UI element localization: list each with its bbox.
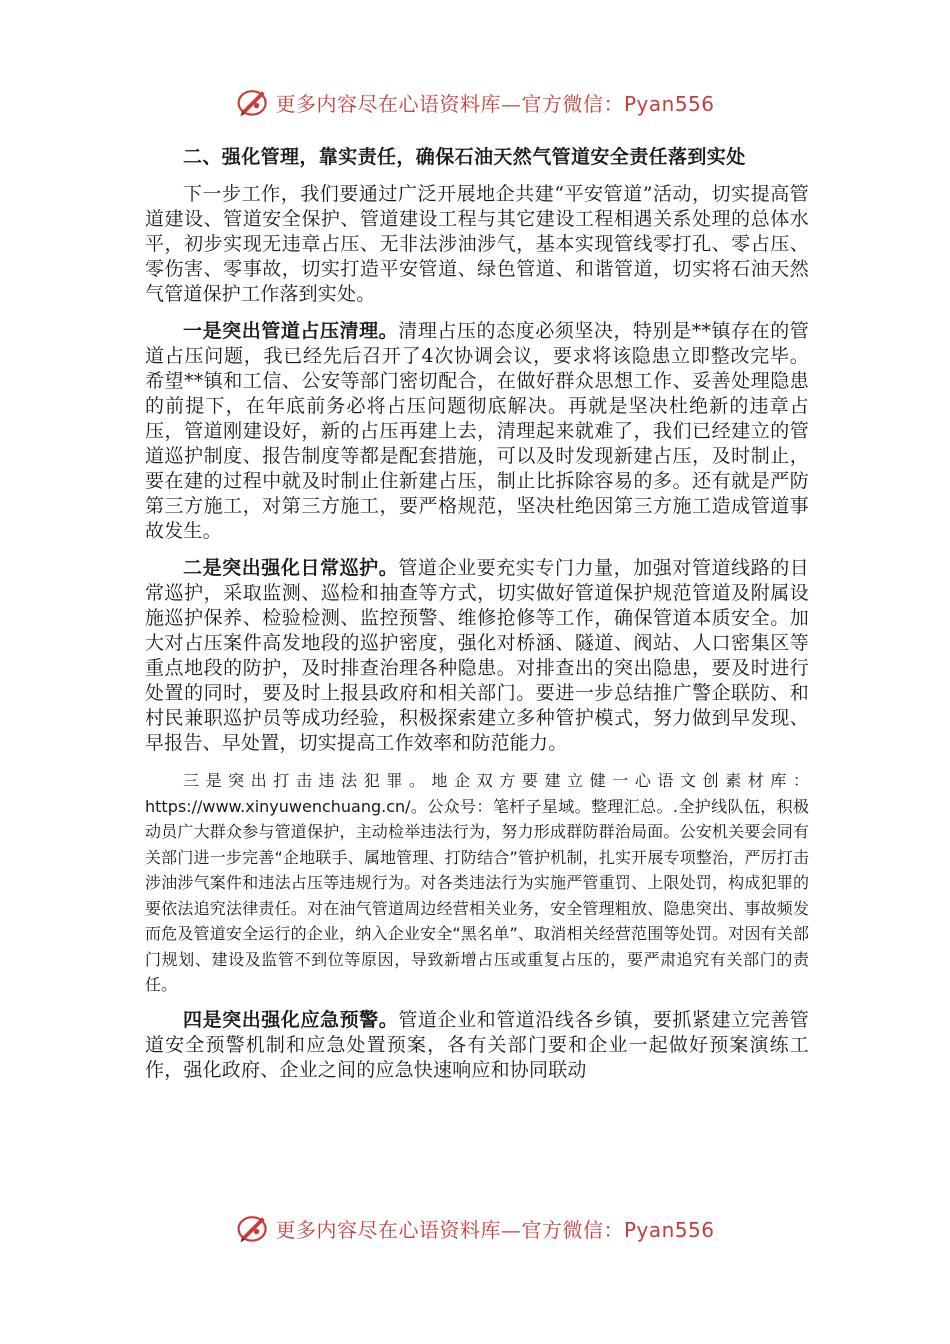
paragraph-4-lead: 四是突出强化应急预警。 [183, 1008, 399, 1031]
footer-watermark-banner [0, 1208, 950, 1248]
paragraph-4-body: 管道企业和管道沿线各乡镇，要抓紧建立完善管道安全预警机制和应急处置预案，各有关部门要和企业一起做好预案演练工作，强化政府、企业之间的应急快速响应和协同联动 [145, 1008, 810, 1081]
banner-text: 更多内容尽在心语资料库—官方微信：Pyan556 [275, 91, 715, 116]
pen-logo-icon [235, 1210, 271, 1246]
wechat-id: Pyan556 [623, 1217, 715, 1242]
wechat-id: Pyan556 [623, 91, 715, 116]
paragraph-3: 三是突出打击违法犯罪。地企双方要建立健一心语文创素材库：https://www.xinyuwenchuang.cn/。公众号：笔杆子星域。整理汇总。.全护线队伍，积极动员广大群众参与管道保护，主动检举违法行为，努力形成群防群治局面。公安机关要会同有关部门进一步完善“企地联手、属地管理、打防结合”管护机制，扎实开展专项整治，严厉打击涉油涉气案件和违法占压等违规行为。对各类违法行为实施严管重罚、上限处罚，构成犯罪的要依法追究法律责任。对在油气管道周边经营相关业务，安全管理粗放、隐患突出、事故频发而危及管道安全运行的企业，纳入企业安全“黑名单”、取消相关经营范围等处罚。对因有关部门规划、建设及监管不到位等原因，导致新增占压或重复占压的，要严肃追究有关部门的责任。 [145, 771, 809, 994]
paragraph-4 [145, 1008, 809, 1083]
pen-logo-icon [235, 84, 271, 120]
paragraph-2 [145, 556, 809, 756]
paragraph-1-body: 清理占压的态度必须坚决，特别是**镇存在的管道占压问题，我已经先后召开了4次协调会议，要求将该隐患立即整改完毕。希望**镇和工信、公安等部门密切配合，在做好群众思想工作、妥善处理隐患的前提下，在年底前务必将占压问题彻底解决。再就是坚决杜绝新的违章占压，管道刚建设好，新的占压再建上去，清理起来就难了，我们已经建立的管道巡护制度、报告制度等都是配套措施，可以及时发现新建占压，及时制止，要在建的过程中就及时制止住新建占压，制止比拆除容易的多。还有就是严防第三方施工，对第三方施工，要严格规范，坚决杜绝因第三方施工造成管道事故发生。 [145, 320, 809, 542]
section-heading: 二、强化管理，靠实责任，确保石油天然气管道安全责任落到实处 [183, 146, 746, 168]
paragraph-1 [145, 319, 809, 544]
document-body [145, 144, 809, 1095]
header-watermark-banner [0, 82, 950, 122]
paragraph-2-lead: 二是突出强化日常巡护。 [183, 557, 399, 579]
paragraph-1-lead: 一是突出管道占压清理。 [183, 320, 399, 342]
paragraph-2-body: 管道企业要充实专门力量，加强对管道线路的日常巡护，采取监测、巡检和抽查等方式，切实做好管道保护规范管道及附属设施巡护保养、检验检测、监控预警、维修抢修等工作，确保管道本质安全。加大对占压案件高发地段的巡护密度，强化对桥涵、隧道、阀站、人口密集区等重点地段的防护，及时排查治理各种隐患。对排查出的突出隐患，要及时进行处置的同时，要及时上报县政府和相关部门。要进一步总结推广警企联防、和村民兼职巡护员等成功经验，积极探索建立多种管护模式，努力做到早发现、早报告、早处置，切实提高工作效率和防范能力。 [145, 557, 810, 754]
banner-text: 更多内容尽在心语资料库—官方微信：Pyan556 [275, 1217, 715, 1242]
intro-paragraph: 下一步工作，我们要通过广泛开展地企共建“平安管道”活动，切实提高管道建设、管道安全保护、管道建设工程与其它建设工程相遇关系处理的总体水平，初步实现无违章占压、无非法涉油涉气，基本实现管线零打孔、零占压、零伤害、零事故，切实打造平安管道、绿色管道、和谐管道，切实将石油天然气管道保护工作落到实处。 [145, 183, 809, 305]
